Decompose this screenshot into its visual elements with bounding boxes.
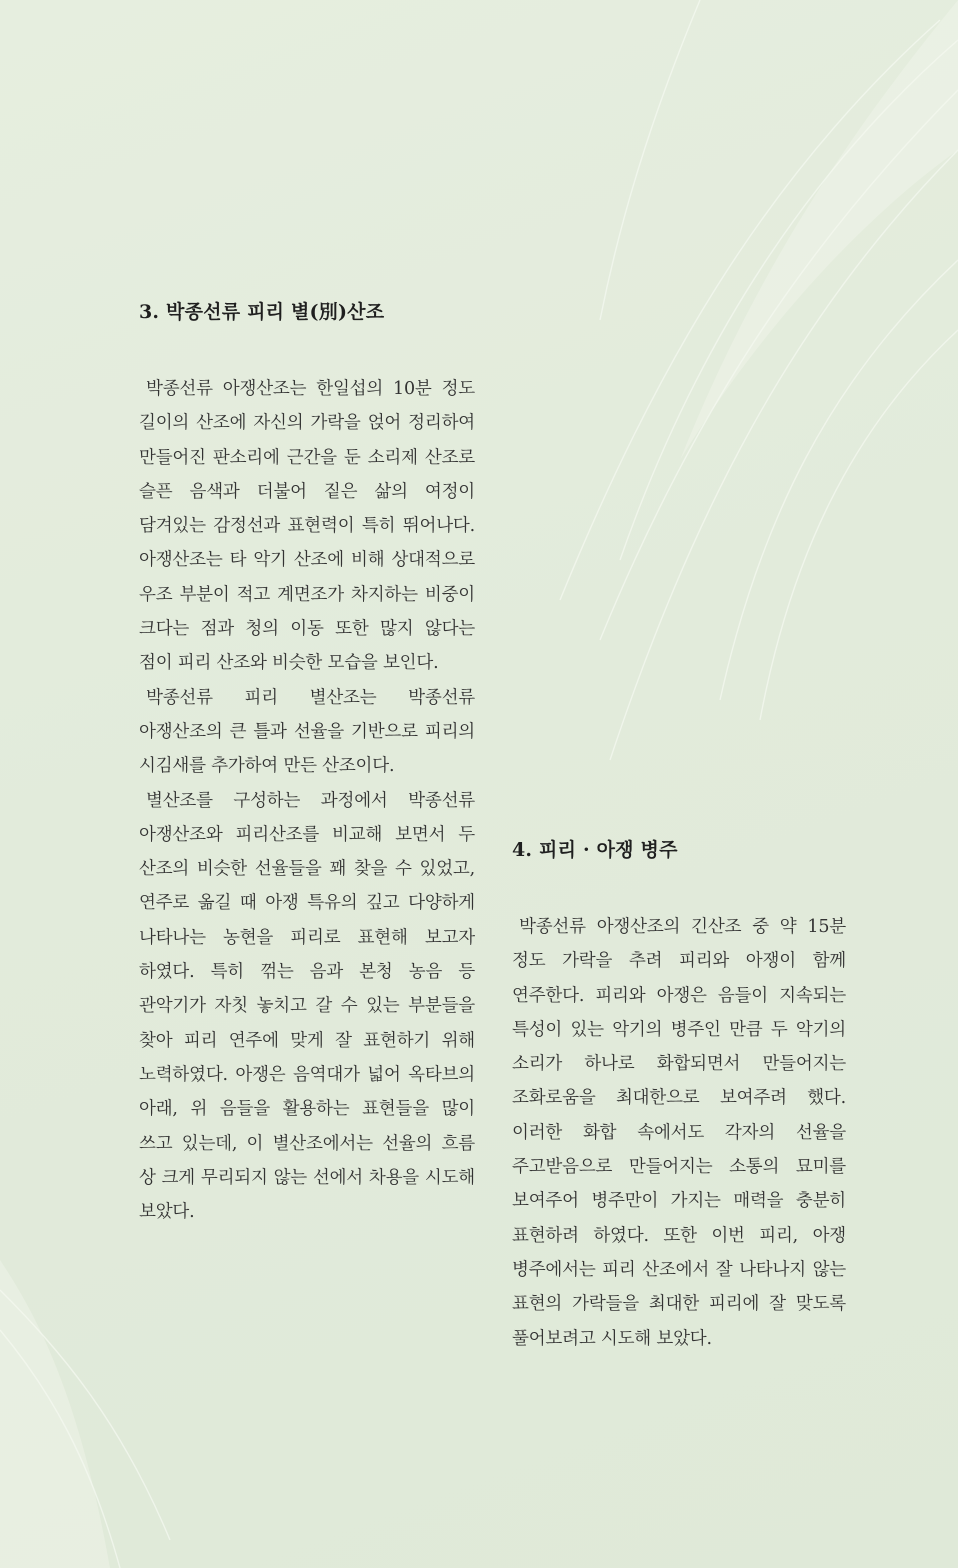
section-4-heading: 4. 피리 · 아쟁 병주 (512, 839, 678, 861)
spacer (139, 332, 475, 372)
section-3-heading: 3. 박종선류 피리 별(別)산조 (139, 301, 385, 323)
section-3-paragraph-1: 박종선류 아쟁산조는 한일섭의 10분 정도 길이의 산조에 자신의 가락을 얹어 정리하여 만들어진 판소리에 근간을 둔 소리제 산조로 슬픈 음색과 더불어 짙은 삶의 여정이 담겨있는 감정선과 표현력이 특히 뛰어나다. 아쟁산조는 타 악기 산조에 비해 상대적으로 우조 부분이 적고 계면조가 차지하는 비중이 크다는 점과 청의 이동 또한 많지 않다는 점이 피리 산조와 비슷한 모습을 보인다. (139, 379, 475, 674)
section-4-paragraph-1: 박종선류 아쟁산조의 긴산조 중 약 15분 정도 가락을 추려 피리와 아쟁이 함께 연주한다. 피리와 아쟁은 음들이 지속되는 특성이 있는 악기의 병주인 만큼 두 악기의 소리가 하나로 화합되면서 만들어지는 조화로움을 최대한으로 보여주려 했다. 이러한 화합 속에서도 각자의 선율을 주고받음으로 만들어지는 소통의 묘미를 보여주어 병주만이 가지는 매력을 충분히 표현하려 하였다. 또한 이번 피리, 아쟁 병주에서는 피리 산조에서 잘 나타나지 않는 표현의 가락들을 최대한 피리에 잘 맞도록 풀어보려고 시도해 보았다. (512, 917, 846, 1349)
section-3-paragraph-2: 박종선류 피리 별산조는 박종선류 아쟁산조의 큰 틀과 선율을 기반으로 피리의 시김새를 추가하여 만든 산조이다. (139, 687, 475, 777)
section-4 (512, 830, 846, 1356)
spacer (512, 870, 846, 910)
section-3 (139, 292, 475, 1229)
section-3-paragraph-3: 별산조를 구성하는 과정에서 박종선류 아쟁산조와 피리산조를 비교해 보면서 두 산조의 비슷한 선율들을 꽤 찾을 수 있었고, 연주로 옮길 때 아쟁 특유의 깊고 다양하게 나타나는 농현을 피리로 표현해 보고자 하였다. 특히 꺾는 음과 본청 농음 등 관악기가 자칫 놓치고 갈 수 있는 부분들을 찾아 피리 연주에 맞게 잘 표현하기 위해 노력하였다. 아쟁은 음역대가 넓어 옥타브의 아래, 위 음들을 활용하는 표현들을 많이 쓰고 있는데, 이 별산조에서는 선율의 흐름 상 크게 무리되지 않는 선에서 차용을 시도해 보았다. (139, 790, 475, 1223)
